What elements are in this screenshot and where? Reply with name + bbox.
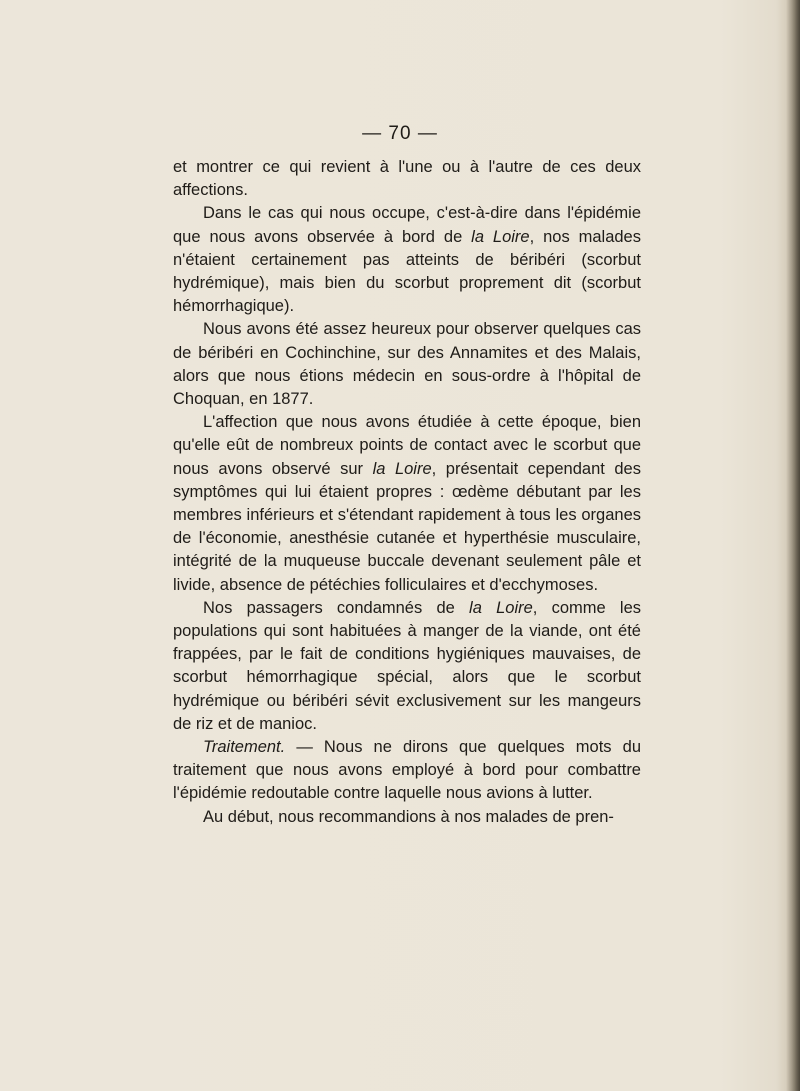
page-number: — 70 — xyxy=(362,123,438,144)
body-text xyxy=(173,156,641,829)
paragraph-5: Nos passagers condamnés de la Loire, comme les populations qui sont habituées à manger de la viande, ont été frappées, par le fait de conditions hygiéniques mauvaises, de scorbut hémorrhagique spécial, alors que le scorbut hydrémique ou béribéri sévit exclusivement sur les mangeurs de riz et de manioc. xyxy=(173,598,642,733)
ship-name: la Loire xyxy=(469,598,533,617)
section-heading: Traitement. xyxy=(203,738,286,757)
page-edge-shadow xyxy=(786,0,800,1091)
paragraph-2: Dans le cas qui nous occupe, c'est-à-dire dans l'épidémie que nous avons observée à bord de la Loire, nos malades n'étaient certainement pas atteints de béribéri (scorbut hydrémique), mais bien du scorbut proprement dit (scorbut hémorrhagique). xyxy=(173,204,641,316)
ship-name: la Loire xyxy=(471,227,530,246)
ship-name: la Loire xyxy=(372,459,432,478)
paragraph-3: Nous avons été assez heureux pour observer quelques cas de béribéri en Cochinchine, sur des Annamites et des Malais, alors que nous étions médecin en sous-ordre à l'hôpital de Choquan, en 1877. xyxy=(173,320,641,409)
paragraph-1: et montrer ce qui revient à l'une ou à l'autre de ces deux affections. xyxy=(173,158,641,200)
paragraph-4: L'affection que nous avons étudiée à cette époque, bien qu'elle eût de nombreux points de contact avec le scorbut que nous avons observé sur la Loire, présentait cependant des symptômes qui lui étaient propres : œdème débutant par les membres inférieurs et s'étendant rapidement à tous les organes de l'économie, anesthésie cutanée et hyperthésie musculaire, intégrité de la muqueuse buccale devenant seulement pâle et livide, absence de pétéchies folliculaires et d'ecchymoses. xyxy=(173,413,641,594)
paragraph-6: Traitement. — Nous ne dirons que quelques mots du traitement que nous avons employé à bord pour combattre l'épidémie redoutable contre laquelle nous avions à lutter. xyxy=(173,738,641,803)
paragraph-7: Au début, nous recommandions à nos malades de pren- xyxy=(203,807,614,826)
